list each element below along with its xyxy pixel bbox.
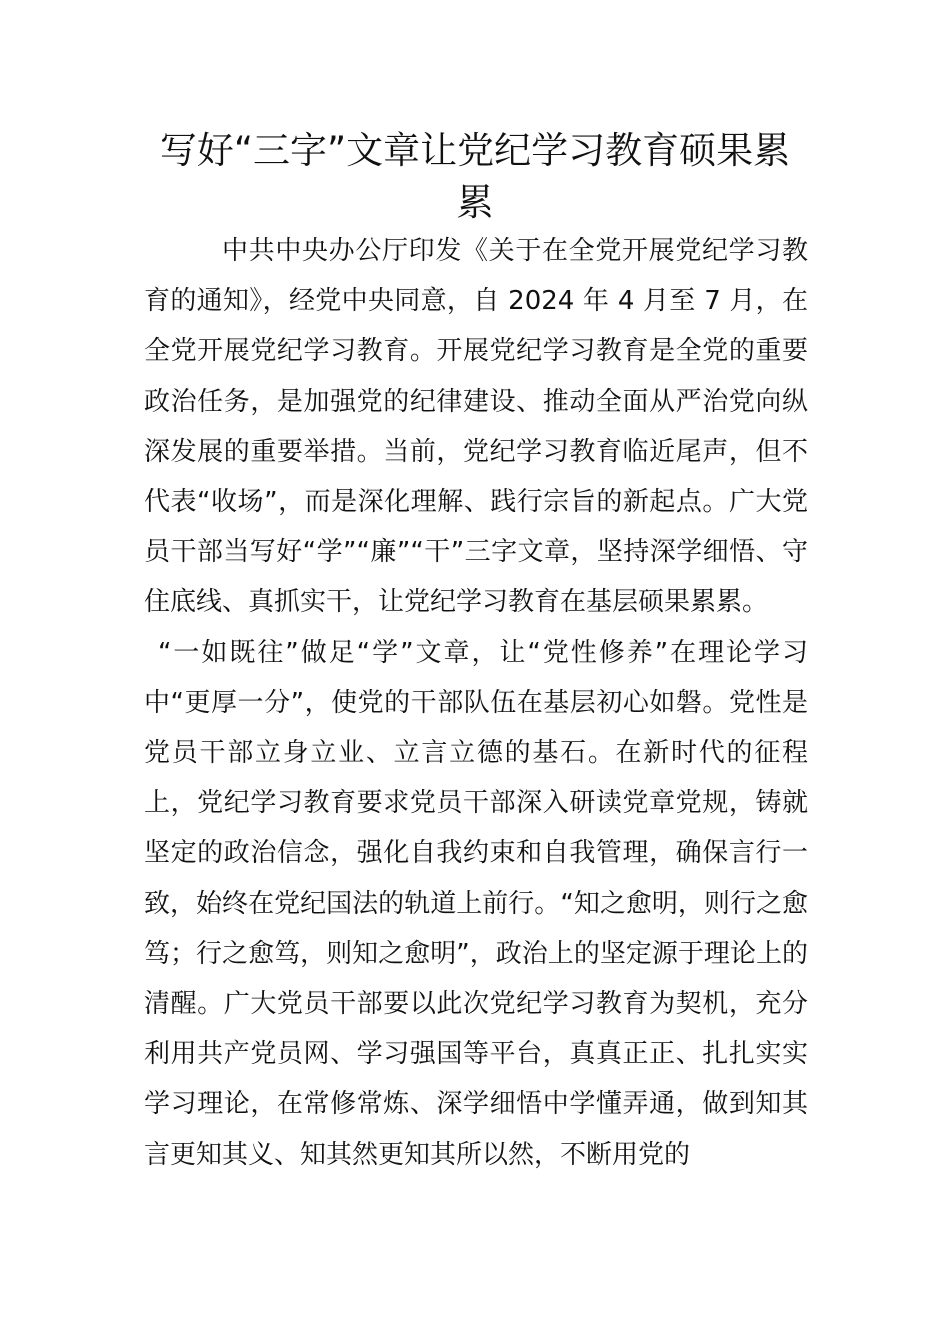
paragraph-study: “一如既往”做足“学”文章，让“党性修养”在理论学习中“更厚一分”，使党的干部队伍在基层初心如磐。党性是党员干部立身立业、立言立德的基石。在新时代的征程上，党纪学习教育要求党员干部深入研读党章党规，铸就坚定的政治信念，强化自我约束和自我管理，确保言行一致，始终在党纪国法的轨道上前行。“知之愈明，则行之愈笃；行之愈笃，则知之愈明”，政治上的坚定源于理论上的清醒。广大党员干部要以此次党纪学习教育为契机，充分利用共产党员网、学习强国等平台，真真正正、扎扎实实学习理论，在常修常炼、深学细悟中学懂弄通，做到知其言更知其义、知其然更知其所以然，不断用党的 <box>144 637 808 1170</box>
paragraph-intro: 中共中央办公厅印发《关于在全党开展党纪学习教育的通知》，经党中央同意，自 2024 年 4 月至 7 月，在全党开展党纪学习教育。开展党纪学习教育是全党的重要政治任务，是加强党的纪律建设、推动全面从严治党向纵深发展的重要举措。当前，党纪学习教育临近尾声，但不代表“收场”，而是深化理解、践行宗旨的新起点。广大党员干部当写好“学”“廉”“干”三字文章，坚持深学细悟、守住底线、真抓实干，让党纪学习教育在基层硕果累累。 <box>144 236 808 618</box>
document-body <box>144 226 808 1180</box>
document-title: 写好“三字”文章让党纪学习教育硕果累累 <box>159 129 791 224</box>
